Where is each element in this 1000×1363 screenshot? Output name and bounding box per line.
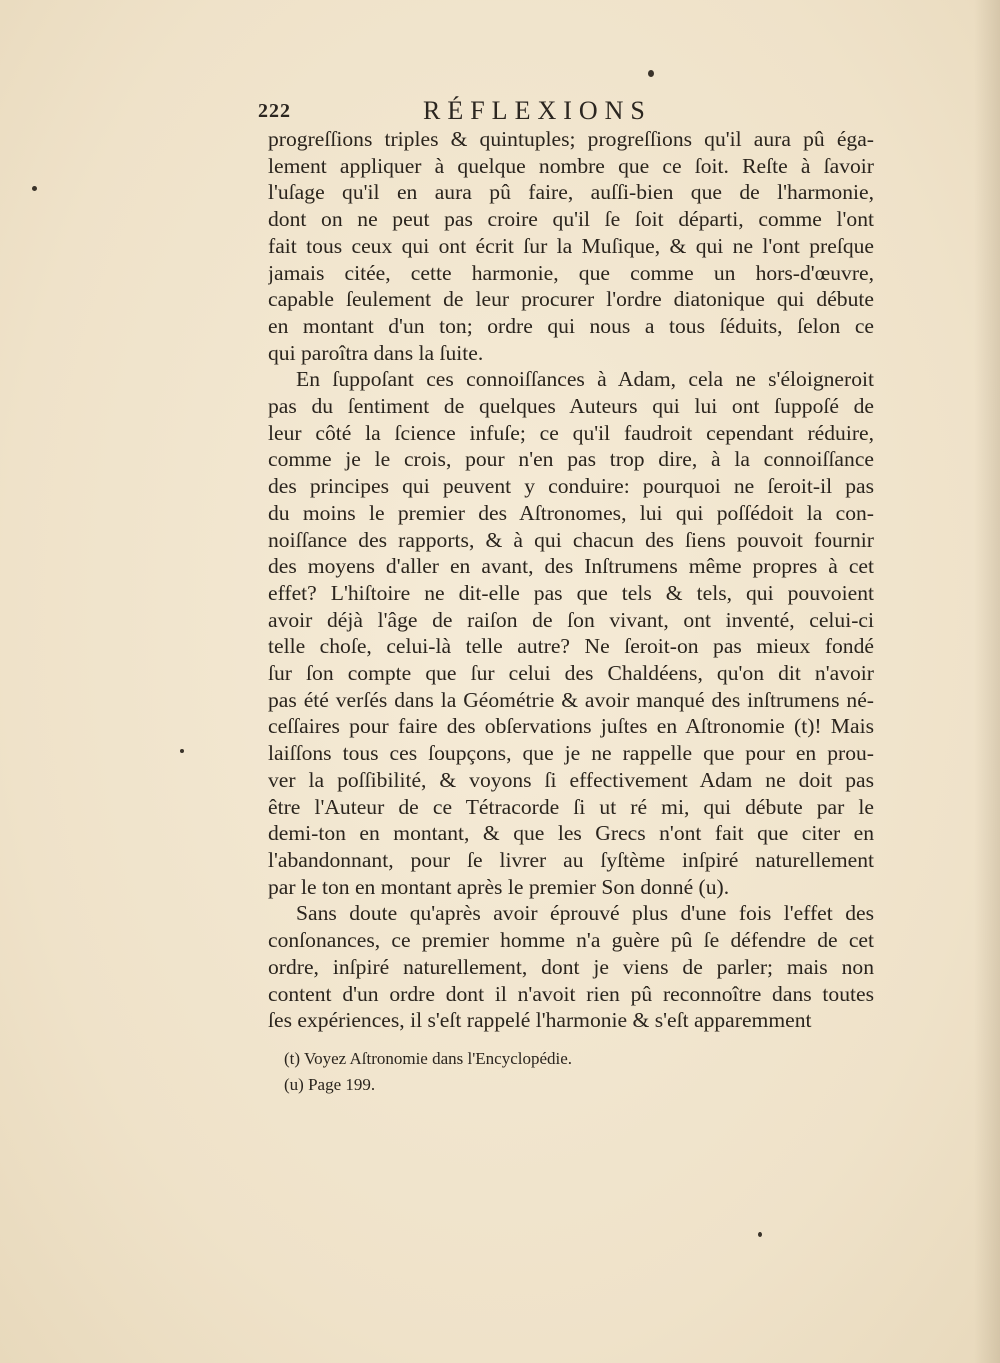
text-line: progreſſions triples & quintuples; progreſſions qu'il aura pû éga- [268,127,874,151]
text-line: Sans doute qu'après avoir éprouvé plus d'une fois l'effet des [296,901,874,926]
footnote-t: (t) Voyez Aſtronomie dans l'Encyclopédie. [284,1049,573,1068]
text-line: content d'un ordre dont il n'avoit rien pû reconnoître dans toutes [268,981,874,1006]
page-header [258,96,798,130]
text-line: l'uſage qu'il en aura pû faire, auſſi-bien que de l'harmonie, [268,180,874,205]
text-line: pas du ſentiment de quelques Auteurs qui lui ont ſuppoſé de [268,394,874,419]
paragraph [268,126,874,366]
running-title: RÉFLEXIONS [423,96,652,125]
text-line: ordre, inſpiré naturellement, dont je viens de parler; mais non [268,954,874,979]
text-line: l'abandonnant, pour ſe livrer au ſyſtème inſpiré naturellement [268,847,874,872]
paragraph [268,900,874,1034]
text-line: du moins le premier des Aſtronomes, lui qui poſſédoit la con- [268,500,874,525]
footnotes [284,1046,844,1098]
ink-speck [758,1232,762,1237]
text-line: qui paroîtra dans la ſuite. [268,340,484,365]
text-line: ver la poſſibilité, & voyons ſi effectivement Adam ne doit pas [268,767,874,792]
text-line: telle choſe, celui-là telle autre? Ne ſeroit-on pas mieux fondé [268,634,874,659]
text-line: être l'Auteur de ce Tétracorde ſi ut ré mi, qui débute par le [268,794,874,819]
text-line: pas été verſés dans la Géométrie & avoir manqué des inſtrumens né- [268,687,874,712]
text-line: En ſuppoſant ces connoiſſances à Adam, cela ne s'éloigneroit [296,367,874,392]
body-text [268,126,874,1034]
text-line: noiſſance des rapports, & à qui chacun des ſiens pouvoit fournir [268,527,874,552]
text-line: dont on ne peut pas croire qu'il ſe ſoit départi, comme l'ont [268,207,874,232]
text-line: des moyens d'aller en avant, des Inſtrumens même propres à cet [268,554,874,579]
text-line: conſonances, ce premier homme n'a guère pû ſe défendre de cet [268,928,874,953]
text-line: fait tous ceux qui ont écrit ſur la Muſique, & qui ne l'ont preſque [268,233,874,258]
text-line: leur côté la ſcience infuſe; ce qu'il faudroit cependant réduire, [268,420,874,445]
text-line: en montant d'un ton; ordre qui nous a tous ſéduits, ſelon ce [268,313,874,338]
text-line: capable ſeulement de leur procurer l'ordre diatonique qui débute [268,287,874,312]
page-number: 222 [258,100,291,122]
text-line: avoir déjà l'âge de raiſon de ſon vivant, ont inventé, celui-ci [268,607,874,632]
ink-speck [180,749,184,753]
footnote-u: (u) Page 199. [284,1075,376,1094]
text-line: lement appliquer à quelque nombre que ce ſoit. Reſte à ſavoir [268,153,874,178]
page-edge-shadow [974,0,1000,1363]
text-line: ſur ſon compte que ſur celui des Chaldéens, qu'on dit n'avoir [268,661,874,686]
ink-speck [648,70,654,77]
text-line: ceſſaires pour faire des obſervations juſtes en Aſtronomie (t)! Mais [268,714,874,739]
text-line: des principes qui peuvent y conduire: pourquoi ne ſeroit-il pas [268,474,874,499]
text-line: effet? L'hiſtoire ne dit-elle pas que tels & tels, qui pouvoient [268,580,874,605]
ink-speck [32,186,37,191]
text-line: laiſſons tous ces ſoupçons, que je ne rappelle que pour en prou- [268,741,874,766]
text-line: par le ton en montant après le premier Son donné (u). [268,874,730,899]
paragraph [268,366,874,900]
text-line: jamais citée, cette harmonie, que comme un hors-d'œuvre, [268,260,874,285]
text-line: comme je le crois, pour n'en pas trop dire, à la connoiſſance [268,447,874,472]
text-line: ſes expériences, il s'eſt rappelé l'harmonie & s'eſt apparemment [268,1008,812,1033]
text-line: demi-ton en montant, & que les Grecs n'ont fait que citer en [268,821,874,846]
